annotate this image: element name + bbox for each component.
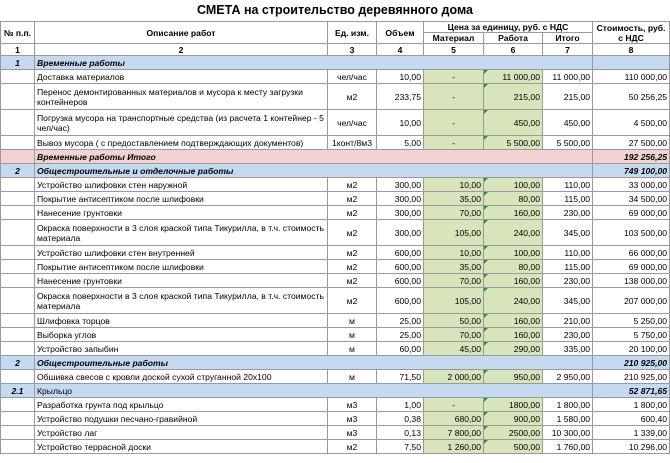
row-number-cell (1, 370, 35, 384)
unit-cell: 1конт/8м3 (328, 136, 377, 150)
row-number-cell (1, 260, 35, 274)
volume-cell: 0,13 (377, 426, 424, 440)
volume-cell: 600,00 (377, 274, 424, 288)
table-row (1, 288, 670, 314)
description-cell: Покрытие антисептиком после шлифовки (35, 192, 328, 206)
unit-total-cell: 230,00 (543, 274, 593, 288)
work-price-cell: 160,00 (484, 206, 543, 220)
work-price-cell: 11 000,00 (484, 70, 543, 84)
section-number: 2 (1, 164, 35, 178)
row-number-cell (1, 206, 35, 220)
column-number: 8 (593, 44, 670, 56)
header-desc: Описание работ (35, 22, 328, 44)
row-number-cell (1, 220, 35, 246)
volume-cell: 25,00 (377, 328, 424, 342)
volume-cell: 25,00 (377, 314, 424, 328)
table-row (1, 342, 670, 356)
cost-cell: 69 000,00 (593, 260, 670, 274)
header-num: № п.п. (1, 22, 35, 44)
row-number-cell (1, 328, 35, 342)
row-number-cell (1, 342, 35, 356)
material-price-cell: 70,00 (424, 206, 484, 220)
row-number-cell (1, 274, 35, 288)
row-number-cell (1, 84, 35, 110)
subsection-header-row (1, 384, 670, 398)
row-number-cell (1, 398, 35, 412)
volume-cell: 10,00 (377, 70, 424, 84)
work-price-cell: 500,00 (484, 440, 543, 454)
work-price-cell: 950,00 (484, 370, 543, 384)
table-row (1, 412, 670, 426)
material-price-cell: 35,00 (424, 192, 484, 206)
column-number: 6 (484, 44, 543, 56)
header-row (1, 22, 670, 33)
table-row (1, 178, 670, 192)
description-cell: Нанесение грунтовки (35, 206, 328, 220)
volume-cell: 600,00 (377, 260, 424, 274)
table-row (1, 192, 670, 206)
volume-cell: 60,00 (377, 342, 424, 356)
unit-total-cell: 115,00 (543, 260, 593, 274)
unit-cell: м (328, 314, 377, 328)
row-number-cell (1, 314, 35, 328)
material-price-cell: - (424, 136, 484, 150)
table-row (1, 274, 670, 288)
material-price-cell: 105,00 (424, 220, 484, 246)
description-cell: Выборка углов (35, 328, 328, 342)
material-price-cell: - (424, 110, 484, 136)
material-price-cell: 45,00 (424, 342, 484, 356)
unit-cell: чел/час (328, 70, 377, 84)
work-price-cell: 450,00 (484, 110, 543, 136)
column-number: 4 (377, 44, 424, 56)
cost-cell: 1 339,00 (593, 426, 670, 440)
description-cell: Устройство шлифовки стен внутренней (35, 246, 328, 260)
description-cell: Устройство террасной доски (35, 440, 328, 454)
volume-cell: 233,75 (377, 84, 424, 110)
description-cell: Обшивка свесов с кровли доской сухой струганной 20х100 (35, 370, 328, 384)
cost-cell: 103 500,00 (593, 220, 670, 246)
unit-cell: м3 (328, 398, 377, 412)
material-price-cell: 35,00 (424, 260, 484, 274)
header-material: Материал (424, 33, 484, 44)
description-cell: Покрытие антисептиком после шлифовки (35, 260, 328, 274)
section-number: 2.1 (1, 384, 35, 398)
table-row (1, 220, 670, 246)
unit-cell: м (328, 370, 377, 384)
cost-cell: 10 296,00 (593, 440, 670, 454)
unit-total-cell: 110,00 (543, 246, 593, 260)
total-label: Временные работы Итого (35, 150, 593, 164)
volume-cell: 5,00 (377, 136, 424, 150)
unit-cell: м2 (328, 246, 377, 260)
material-price-cell: 105,00 (424, 288, 484, 314)
section-cost-cell: 52 871,65 (593, 384, 670, 398)
material-price-cell: 1 260,00 (424, 440, 484, 454)
unit-total-cell: 345,00 (543, 220, 593, 246)
row-number-cell (1, 412, 35, 426)
table-row (1, 84, 670, 110)
unit-cell: м2 (328, 192, 377, 206)
column-number-row (1, 44, 670, 56)
material-price-cell: 10,00 (424, 246, 484, 260)
work-price-cell: 100,00 (484, 178, 543, 192)
total-cost-cell: 192 256,25 (593, 150, 670, 164)
row-number-cell (1, 440, 35, 454)
unit-cell: м (328, 342, 377, 356)
description-cell: Шлифовка торцов (35, 314, 328, 328)
unit-total-cell: 335,00 (543, 342, 593, 356)
unit-total-cell: 1 760,00 (543, 440, 593, 454)
material-price-cell: 70,00 (424, 274, 484, 288)
work-price-cell: 215,00 (484, 84, 543, 110)
cost-cell: 50 256,25 (593, 84, 670, 110)
volume-cell: 300,00 (377, 206, 424, 220)
section-cost-cell: 210 925,00 (593, 356, 670, 370)
header-total: Итого (543, 33, 593, 44)
section-cost-cell: 749 100,00 (593, 164, 670, 178)
unit-total-cell: 450,00 (543, 110, 593, 136)
cost-cell: 207 000,00 (593, 288, 670, 314)
section-number: 2 (1, 356, 35, 370)
description-cell: Перенос демонтированных материалов и мусора к месту загрузки контейнеров (35, 84, 328, 110)
cost-cell: 66 000,00 (593, 246, 670, 260)
description-cell: Вывоз мусора ( с предоставлением подтверждающих документов) (35, 136, 328, 150)
volume-cell: 300,00 (377, 192, 424, 206)
header-price-group: Цена за единицу, руб. с НДС (424, 22, 593, 33)
unit-total-cell: 5 500,00 (543, 136, 593, 150)
unit-cell: м2 (328, 288, 377, 314)
material-price-cell: 2 000,00 (424, 370, 484, 384)
volume-cell: 300,00 (377, 178, 424, 192)
cost-cell: 5 250,00 (593, 314, 670, 328)
material-price-cell: 680,00 (424, 412, 484, 426)
material-price-cell: 70,00 (424, 328, 484, 342)
table-row (1, 328, 670, 342)
work-price-cell: 240,00 (484, 220, 543, 246)
work-price-cell: 100,00 (484, 246, 543, 260)
row-number-cell (1, 192, 35, 206)
section-cost-cell (593, 56, 670, 70)
work-price-cell: 290,00 (484, 342, 543, 356)
description-cell: Устройство запыбин (35, 342, 328, 356)
unit-total-cell: 210,00 (543, 314, 593, 328)
table-row (1, 136, 670, 150)
section-header-row (1, 164, 670, 178)
column-number: 2 (35, 44, 328, 56)
work-price-cell: 80,00 (484, 260, 543, 274)
unit-total-cell: 230,00 (543, 206, 593, 220)
volume-cell: 600,00 (377, 288, 424, 314)
row-number-cell (1, 70, 35, 84)
volume-cell: 1,00 (377, 398, 424, 412)
description-cell: Окраска поверхности в 3 слоя краской типа Тикурилла, в т.ч. стоимость материала (35, 220, 328, 246)
header-volume: Объем (377, 22, 424, 44)
unit-cell: м2 (328, 178, 377, 192)
unit-cell: чел/час (328, 110, 377, 136)
material-price-cell: - (424, 70, 484, 84)
work-price-cell: 80,00 (484, 192, 543, 206)
unit-cell: м (328, 328, 377, 342)
volume-cell: 10,00 (377, 110, 424, 136)
work-price-cell: 160,00 (484, 328, 543, 342)
section-total-row (1, 150, 670, 164)
header-cost: Стоимость, руб. с НДС (593, 22, 670, 44)
work-price-cell: 160,00 (484, 314, 543, 328)
table-row (1, 370, 670, 384)
header-unit: Ед. изм. (328, 22, 377, 44)
material-price-cell: 50,00 (424, 314, 484, 328)
cost-cell: 33 000,00 (593, 178, 670, 192)
unit-total-cell: 1 800,00 (543, 398, 593, 412)
cost-cell: 27 500,00 (593, 136, 670, 150)
cost-cell: 1 800,00 (593, 398, 670, 412)
table-row (1, 260, 670, 274)
volume-cell: 71,50 (377, 370, 424, 384)
cost-cell: 5 750,00 (593, 328, 670, 342)
column-number: 1 (1, 44, 35, 56)
header-work: Работа (484, 33, 543, 44)
section-title: Крыльцо (35, 384, 593, 398)
description-cell: Окраска поверхности в 3 слоя краской типа Тикурилла, в т.ч. стоимость материала (35, 288, 328, 314)
column-number: 3 (328, 44, 377, 56)
column-number: 5 (424, 44, 484, 56)
unit-total-cell: 10 300,00 (543, 426, 593, 440)
table-row (1, 70, 670, 84)
unit-cell: м3 (328, 412, 377, 426)
unit-cell: м2 (328, 220, 377, 246)
table-row (1, 398, 670, 412)
cost-cell: 69 000,00 (593, 206, 670, 220)
work-price-cell: 2500,00 (484, 426, 543, 440)
work-price-cell: 240,00 (484, 288, 543, 314)
description-cell: Доставка материалов (35, 70, 328, 84)
unit-total-cell: 230,00 (543, 328, 593, 342)
material-price-cell: - (424, 398, 484, 412)
unit-total-cell: 2 950,00 (543, 370, 593, 384)
row-number-cell (1, 136, 35, 150)
section-title: Общестроительные работы (35, 356, 593, 370)
volume-cell: 0,38 (377, 412, 424, 426)
cost-cell: 34 500,00 (593, 192, 670, 206)
table-row (1, 314, 670, 328)
section-header-row (1, 356, 670, 370)
cost-cell: 110 000,00 (593, 70, 670, 84)
section-title: Общестроительные и отделочные работы (35, 164, 593, 178)
volume-cell: 300,00 (377, 220, 424, 246)
row-number-cell (1, 110, 35, 136)
estimate-table (0, 21, 670, 454)
section-header-row (1, 56, 670, 70)
unit-cell: м2 (328, 84, 377, 110)
row-number-cell (1, 246, 35, 260)
unit-total-cell: 215,00 (543, 84, 593, 110)
description-cell: Нанесение грунтовки (35, 274, 328, 288)
description-cell: Устройство подушки песчано-гравийной (35, 412, 328, 426)
unit-total-cell: 1 580,00 (543, 412, 593, 426)
unit-total-cell: 11 000,00 (543, 70, 593, 84)
volume-cell: 600,00 (377, 246, 424, 260)
cost-cell: 20 100,00 (593, 342, 670, 356)
unit-total-cell: 115,00 (543, 192, 593, 206)
cost-cell: 138 000,00 (593, 274, 670, 288)
material-price-cell: - (424, 84, 484, 110)
volume-cell: 7,50 (377, 440, 424, 454)
unit-total-cell: 345,00 (543, 288, 593, 314)
unit-cell: м2 (328, 274, 377, 288)
cost-cell: 210 925,00 (593, 370, 670, 384)
table-row (1, 110, 670, 136)
description-cell: Погрузка мусора на транспортные средства (из расчета 1 контейнер - 5 чел/час) (35, 110, 328, 136)
row-number-cell (1, 288, 35, 314)
cost-cell: 600,40 (593, 412, 670, 426)
description-cell: Устройство шлифовки стен наружной (35, 178, 328, 192)
description-cell: Разработка грунта под крыльцо (35, 398, 328, 412)
row-number-cell (1, 426, 35, 440)
unit-cell: м2 (328, 260, 377, 274)
table-row (1, 426, 670, 440)
work-price-cell: 5 500,00 (484, 136, 543, 150)
row-number-cell (1, 178, 35, 192)
unit-cell: м2 (328, 206, 377, 220)
unit-total-cell: 110,00 (543, 178, 593, 192)
row-number-cell (1, 150, 35, 164)
unit-cell: м3 (328, 426, 377, 440)
table-row (1, 246, 670, 260)
column-number: 7 (543, 44, 593, 56)
material-price-cell: 7 800,00 (424, 426, 484, 440)
section-number: 1 (1, 56, 35, 70)
material-price-cell: 10,00 (424, 178, 484, 192)
sheet-title: СМЕТА на строительство деревянного дома (197, 3, 473, 17)
table-row (1, 206, 670, 220)
work-price-cell: 1800,00 (484, 398, 543, 412)
table-row (1, 440, 670, 454)
unit-cell: м2 (328, 440, 377, 454)
cost-cell: 4 500,00 (593, 110, 670, 136)
description-cell: Устройство лаг (35, 426, 328, 440)
work-price-cell: 900,00 (484, 412, 543, 426)
section-title: Временные работы (35, 56, 593, 70)
work-price-cell: 160,00 (484, 274, 543, 288)
